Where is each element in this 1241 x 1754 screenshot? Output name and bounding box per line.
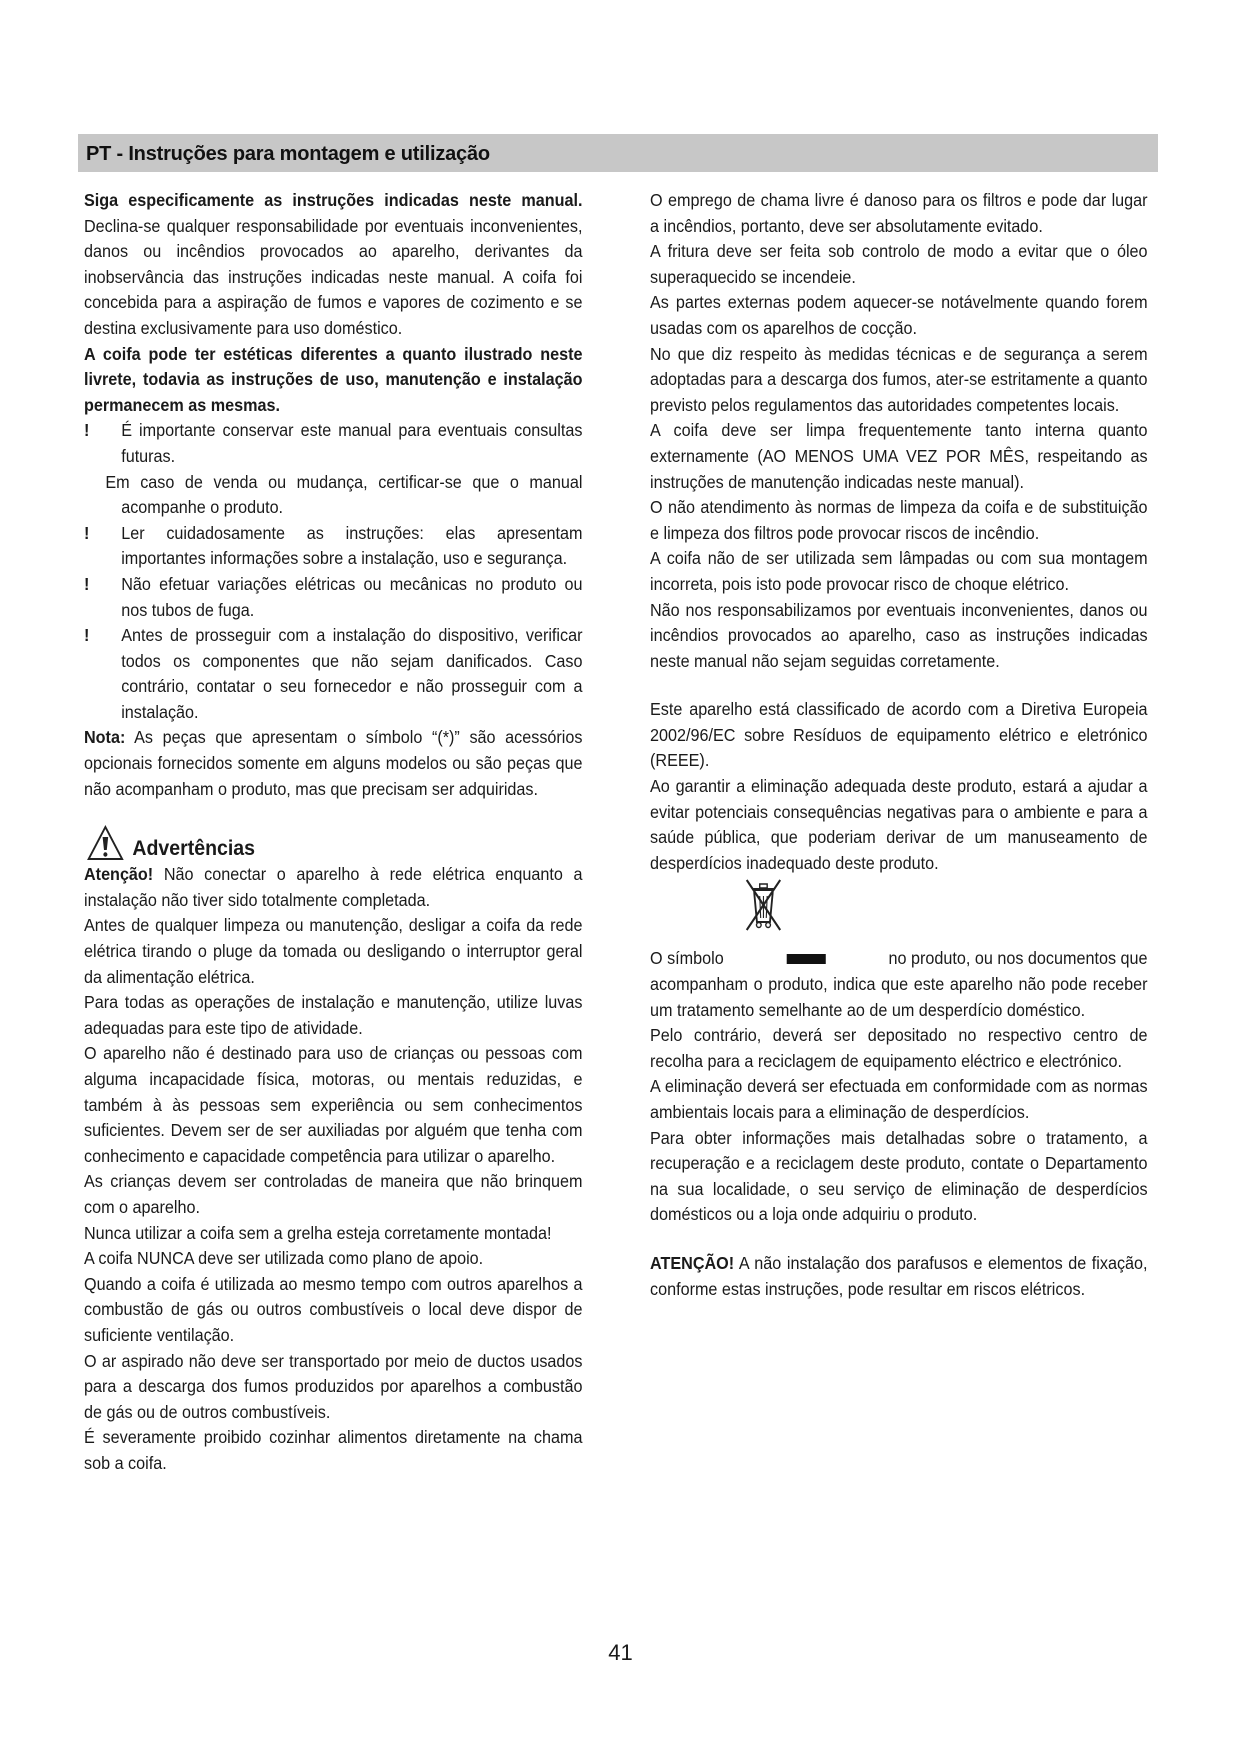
warning-paragraph: As crianças devem ser controladas de maneira que não brinquem com o aparelho. [84,1171,583,1217]
warning-paragraph: O ar aspirado não deve ser transportado por meio de ductos usados para a descarga dos fumos produzidos por aparelhos a combustão de gás ou de outros combustíveis. [84,1350,583,1422]
disposal-paragraph: Pelo contrário, deverá ser depositado no respectivo centro de recolha para a reciclagem de equipamento eléctrico e electrónico. [650,1025,1148,1071]
right-column [650,188,1148,1302]
list-item [84,521,582,572]
list-item [84,572,582,623]
list-item-text: Em caso de venda ou mudança, certificar-se que o manual acompanhe o produto. [105,471,583,518]
page-number: 41 [608,1640,633,1665]
list-item [84,623,582,725]
list-item-text: É importante conservar este manual para eventuais consultas futuras. [121,420,583,466]
symbol-left-text: O símbolo [650,948,724,969]
symbol-line [650,946,1148,972]
list-item-text: Não efetuar variações elétricas ou mecânicas no produto ou nos tubos de fuga. [121,573,583,620]
weee-symbol-area [650,876,1148,946]
intro-paragraph [84,188,582,342]
symbol-continuation: acompanham o produto, indica que este aparelho não pode receber um tratamento semelhante ao de um desperdício doméstico. [650,974,1148,1020]
safety-paragraph: A coifa deve ser limpa frequentemente tanto interna quanto externamente (AO MENOS UMA VEZ POR MÊS, respeitando as instruções de manutenção indicadas neste manual). [650,420,1148,492]
warning-paragraph: Quando a coifa é utilizada ao mesmo tempo com outros aparelhos a combustão de gás ou outros combustíveis o local deve dispor de suficiente ventilação. [84,1273,583,1345]
intro-bold: Siga especificamente as instruções indicadas neste manual. [84,190,583,210]
warning-paragraph: Nunca utilizar a coifa sem a grelha esteja corretamente montada! [84,1222,552,1243]
safety-paragraph: As partes externas podem aquecer-se notávelmente quando forem usadas com os aparelhos de cocção. [650,292,1148,338]
safety-paragraph: No que diz respeito às medidas técnicas e de segurança a serem adoptadas para a descarga dos fumos, ater-se estritamente a quanto previsto pelos regulamentos das autoridades competentes locais. [650,343,1148,415]
crossed-out-bin-icon [743,878,784,932]
black-bar-symbol-icon [787,954,826,964]
weee-paragraph: Este aparelho está classificado de acordo com a Diretiva Europeia 2002/96/EC sobre Resíduos de equipamento elétrico e eletrónico (REEE). [650,699,1148,771]
nota-label: Nota: [84,727,126,748]
atencao-label: ATENÇÃO! [650,1252,735,1273]
safety-paragraph: O emprego de chama livre é danoso para os filtros e pode dar lugar a incêndios, portanto, deve ser absolutamente evitado. [650,190,1148,236]
atencao-paragraph [84,862,582,913]
left-column [84,188,582,1477]
list-item-text: Ler cuidadosamente as instruções: elas apresentam importantes informações sobre a instalação, uso e segurança. [121,522,583,569]
atencao-label: Atenção! [84,864,154,885]
warnings-title: Advertências [132,837,256,861]
safety-paragraph: A coifa não de ser utilizada sem lâmpadas ou com sua montagem incorreta, pois isto pode provocar risco de choque elétrico. [650,548,1148,594]
warning-paragraph: Antes de qualquer limpeza ou manutenção, desligar a coifa da rede elétrica tirando o pluge da tomada ou desligando o interruptor geral da alimentação elétrica. [84,915,583,987]
bang-marker: ! [84,522,90,543]
intro-text: Declina-se qualquer responsabilidade por eventuais inconvenientes, danos ou incêndios provocados ao aparelho, derivantes da inobservância das instruções indicadas neste manual. A coifa foi concebida para a aspiração de fumos e vapores de cozimento e se destina exclusivamente para uso doméstico. [84,215,583,338]
warning-paragraph: Para todas as operações de instalação e manutenção, utilize luvas adequadas para este tipo de atividade. [84,992,583,1038]
disposal-paragraph: Para obter informações mais detalhadas sobre o tratamento, a recuperação e a reciclagem deste produto, contate o Departamento na sua localidade, o seu serviço de eliminação de desperdícios domésticos ou a loja onde adquiriu o produto. [650,1127,1148,1225]
nota-text: As peças que apresentam o símbolo “(*)” são acessórios opcionais fornecidos somente em alguns modelos ou são peças que não acompanham o produto, mas que precisam ser adquiridas. [84,727,583,799]
list-item [84,470,582,521]
final-atencao-paragraph [650,1251,1148,1302]
bang-marker: ! [84,420,90,441]
list-item-text: Antes de prosseguir com a instalação do dispositivo, verificar todos os componentes que não sejam danificados. Caso contrário, contatar o seu fornecedor e não prosseguir com a instalação. [121,625,583,722]
disposal-paragraph: A eliminação deverá ser efectuada em conformidade com as normas ambientais locais para a eliminação de desperdícios. [650,1076,1148,1122]
atencao-text: Não conectar o aparelho à rede elétrica enquanto a instalação não tiver sido totalmente completada. [84,864,583,910]
bang-marker: ! [84,573,90,594]
safety-paragraph: O não atendimento às normas de limpeza da coifa e de substituição e limpeza dos filtros pode provocar riscos de incêndio. [650,497,1148,543]
bang-marker: ! [84,625,90,646]
list-item [84,418,582,469]
warning-paragraph: A coifa NUNCA deve ser utilizada como plano de apoio. [84,1248,484,1269]
symbol-right-text: no produto, ou nos documentos que [888,948,1148,969]
safety-paragraph: Não nos responsabilizamos por eventuais inconvenientes, danos ou incêndios provocados ao aparelho, caso as instruções indicadas neste manual não sejam seguidas corretamente. [650,599,1148,671]
warnings-heading [84,824,582,862]
design-note: A coifa pode ter estéticas diferentes a quanto ilustrado neste livrete, todavia as instruções de uso, manutenção e instalação permanecem as mesmas. [84,343,583,415]
atencao-text: A não instalação dos parafusos e elementos de fixação, conforme estas instruções, pode resultar em riscos elétricos. [650,1252,1148,1299]
weee-paragraph: Ao garantir a eliminação adequada deste produto, estará a ajudar a evitar potenciais consequências negativas para o ambiente e para a saúde pública, que poderiam derivar de um manuseamento de desperdícios inadequado deste produto. [650,776,1148,873]
nota-paragraph [84,725,582,802]
safety-paragraph: A fritura deve ser feita sob controlo de modo a evitar que o óleo superaquecido se incendeie. [650,241,1148,287]
section-header: PT - Instruções para montagem e utilização [78,134,1158,172]
warning-triangle-icon [86,824,125,862]
warning-paragraph: É severamente proibido cozinhar alimentos diretamente na chama sob a coifa. [84,1427,583,1473]
warning-paragraph: O aparelho não é destinado para uso de crianças ou pessoas com alguma incapacidade física, motoras, ou mentais reduzidas, e também à às pessoas sem experiência ou sem conhecimentos suficientes. Devem ser de ser auxiliadas por alguém que tenha com conhecimento e capacidade competência para utilizar o aparelho. [84,1043,583,1166]
